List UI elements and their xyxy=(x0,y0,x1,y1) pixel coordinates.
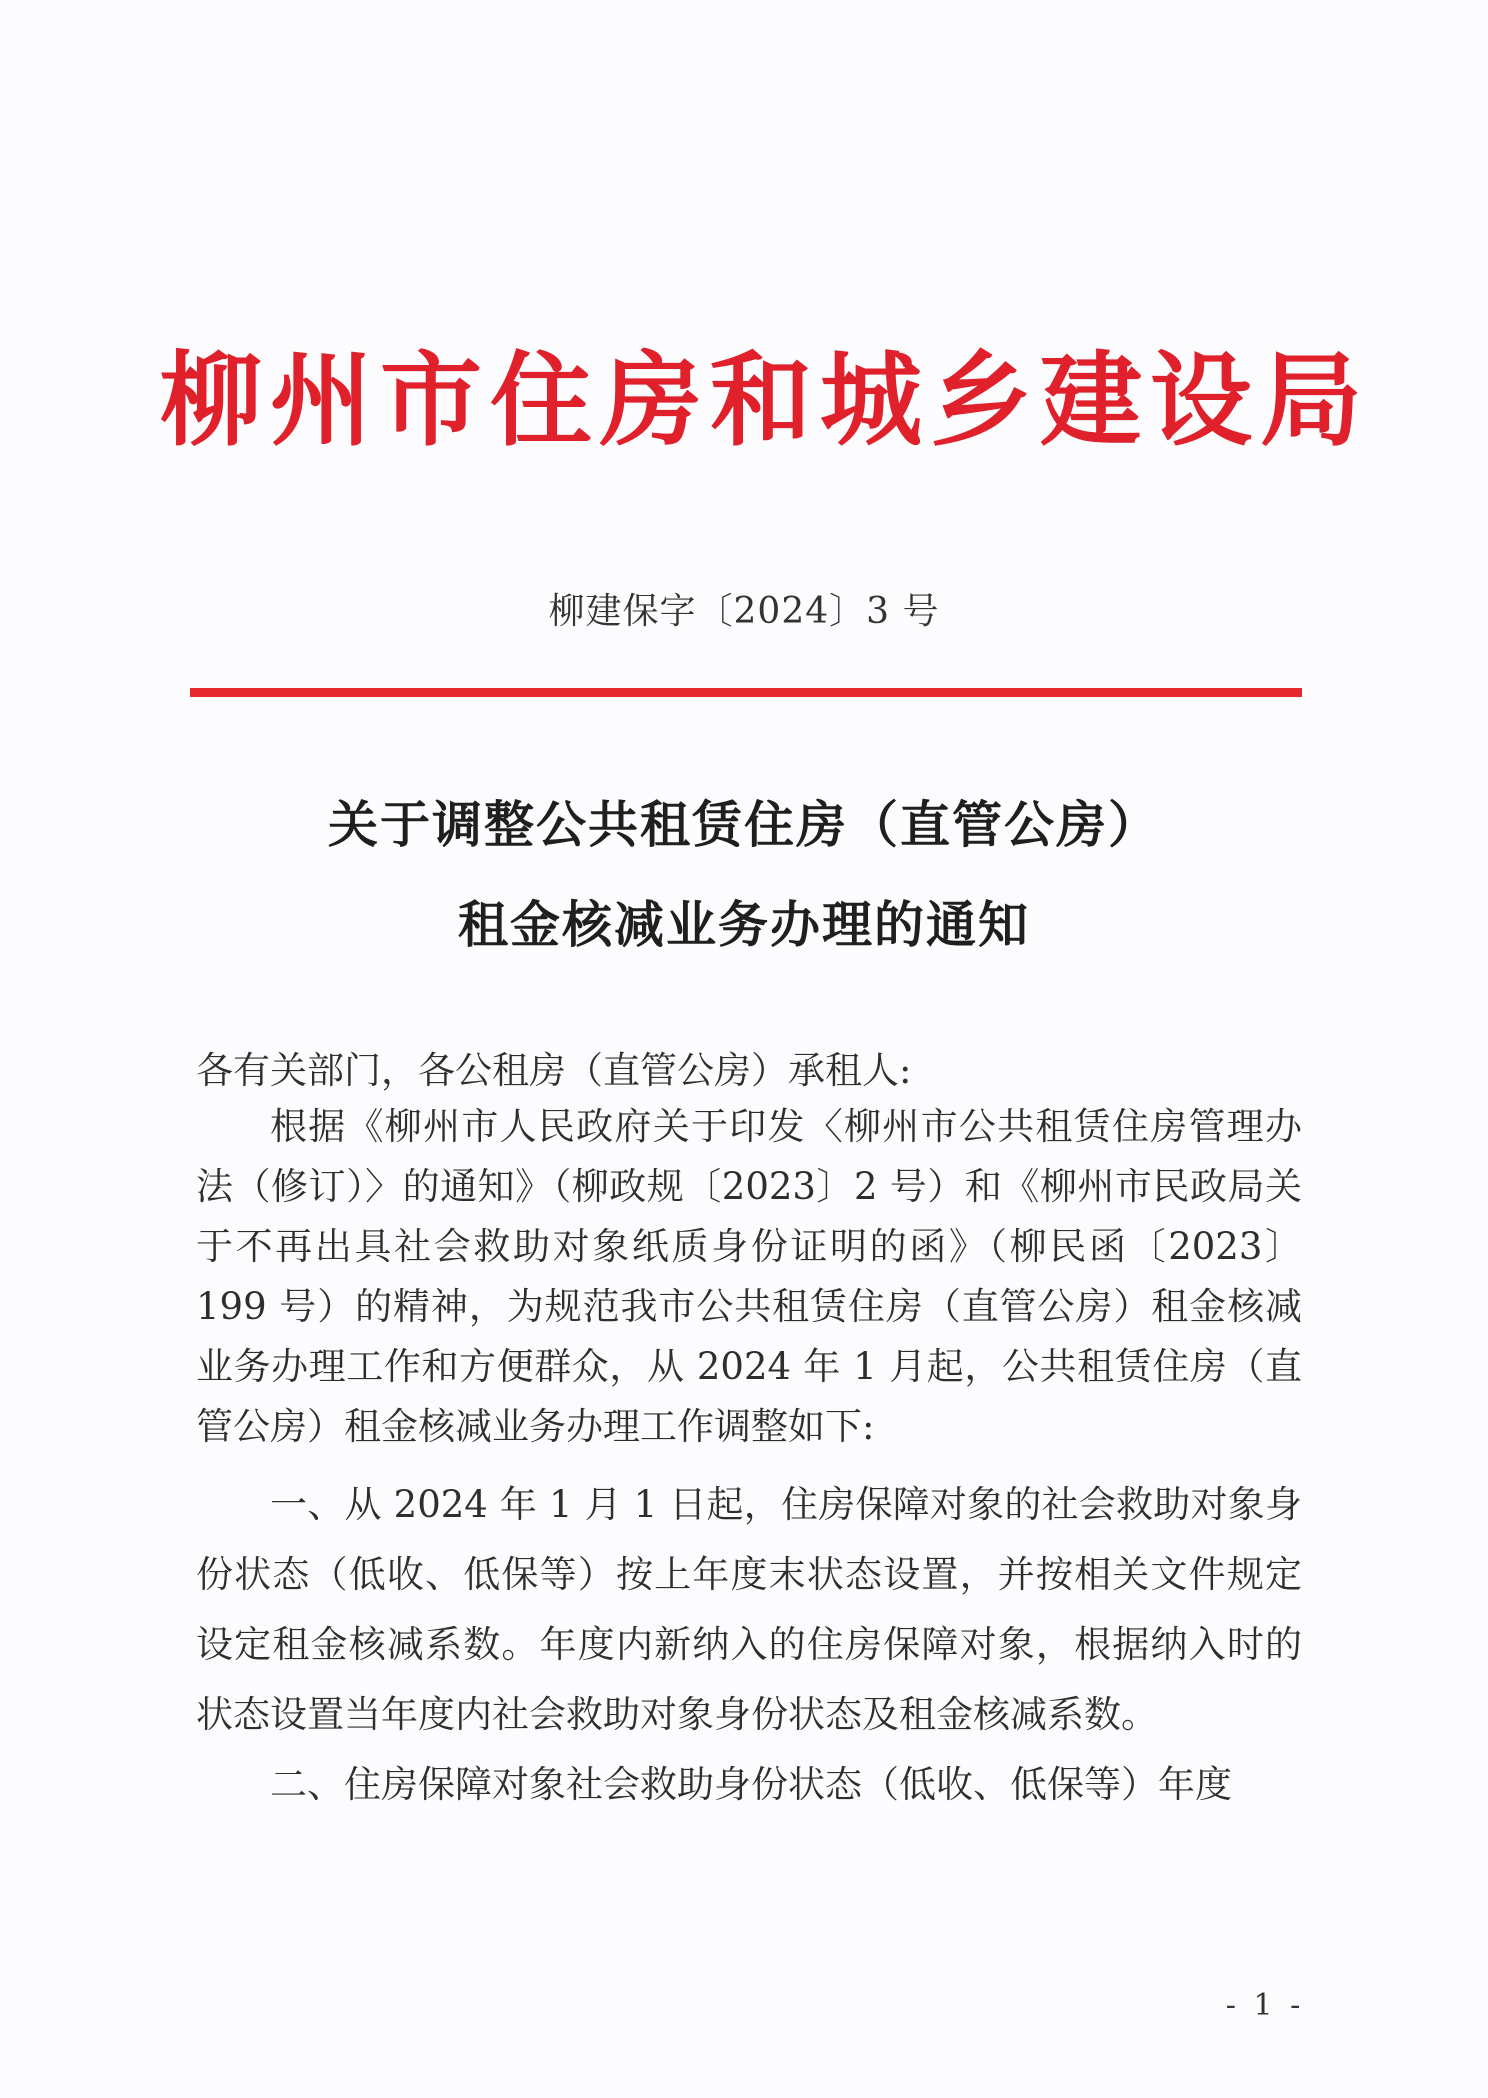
red-divider-line xyxy=(190,688,1302,697)
document-number: 柳建保字〔2024〕3 号 xyxy=(548,591,940,632)
body-paragraph-item-2: 二、住房保障对象社会救助身份状态（低收、低保等）年度 xyxy=(270,1763,1232,1806)
document-title-line-2: 租金核减业务办理的通知 xyxy=(458,895,1030,954)
body-paragraph-intro: 根据《柳州市人民政府关于印发〈柳州市公共租赁住房管理办法（修订）〉的通知》（柳政规〔2023〕2 号）和《柳州市民政局关于不再出具社会救助对象纸质身份证明的函》（柳民函〔2023〕199 号）的精神，为规范我市公共租赁住房（直管公房）租金核减业务办理工作和方便群众，从 2024 年 1 月起，公共租赁住房（直管公房）租金核减业务办理工作调整如下: xyxy=(196,1105,1302,1448)
salutation: 各有关部门，各公租房（直管公房）承租人: xyxy=(196,1049,912,1092)
body-paragraph-item-1: 一、从 2024 年 1 月 1 日起，住房保障对象的社会救助对象身份状态（低收、低保等）按上年度末状态设置，并按相关文件规定设定租金核减系数。年度内新纳入的住房保障对象，根据纳入时的状态设置当年度内社会救助对象身份状态及租金核减系数。 xyxy=(196,1483,1302,1736)
page-number: - 1 - xyxy=(1225,1988,1305,2023)
document-title-line-1: 关于调整公共租赁住房（直管公房） xyxy=(328,795,1160,854)
issuing-authority-masthead: 柳州市住房和城乡建设局 xyxy=(160,341,1370,461)
